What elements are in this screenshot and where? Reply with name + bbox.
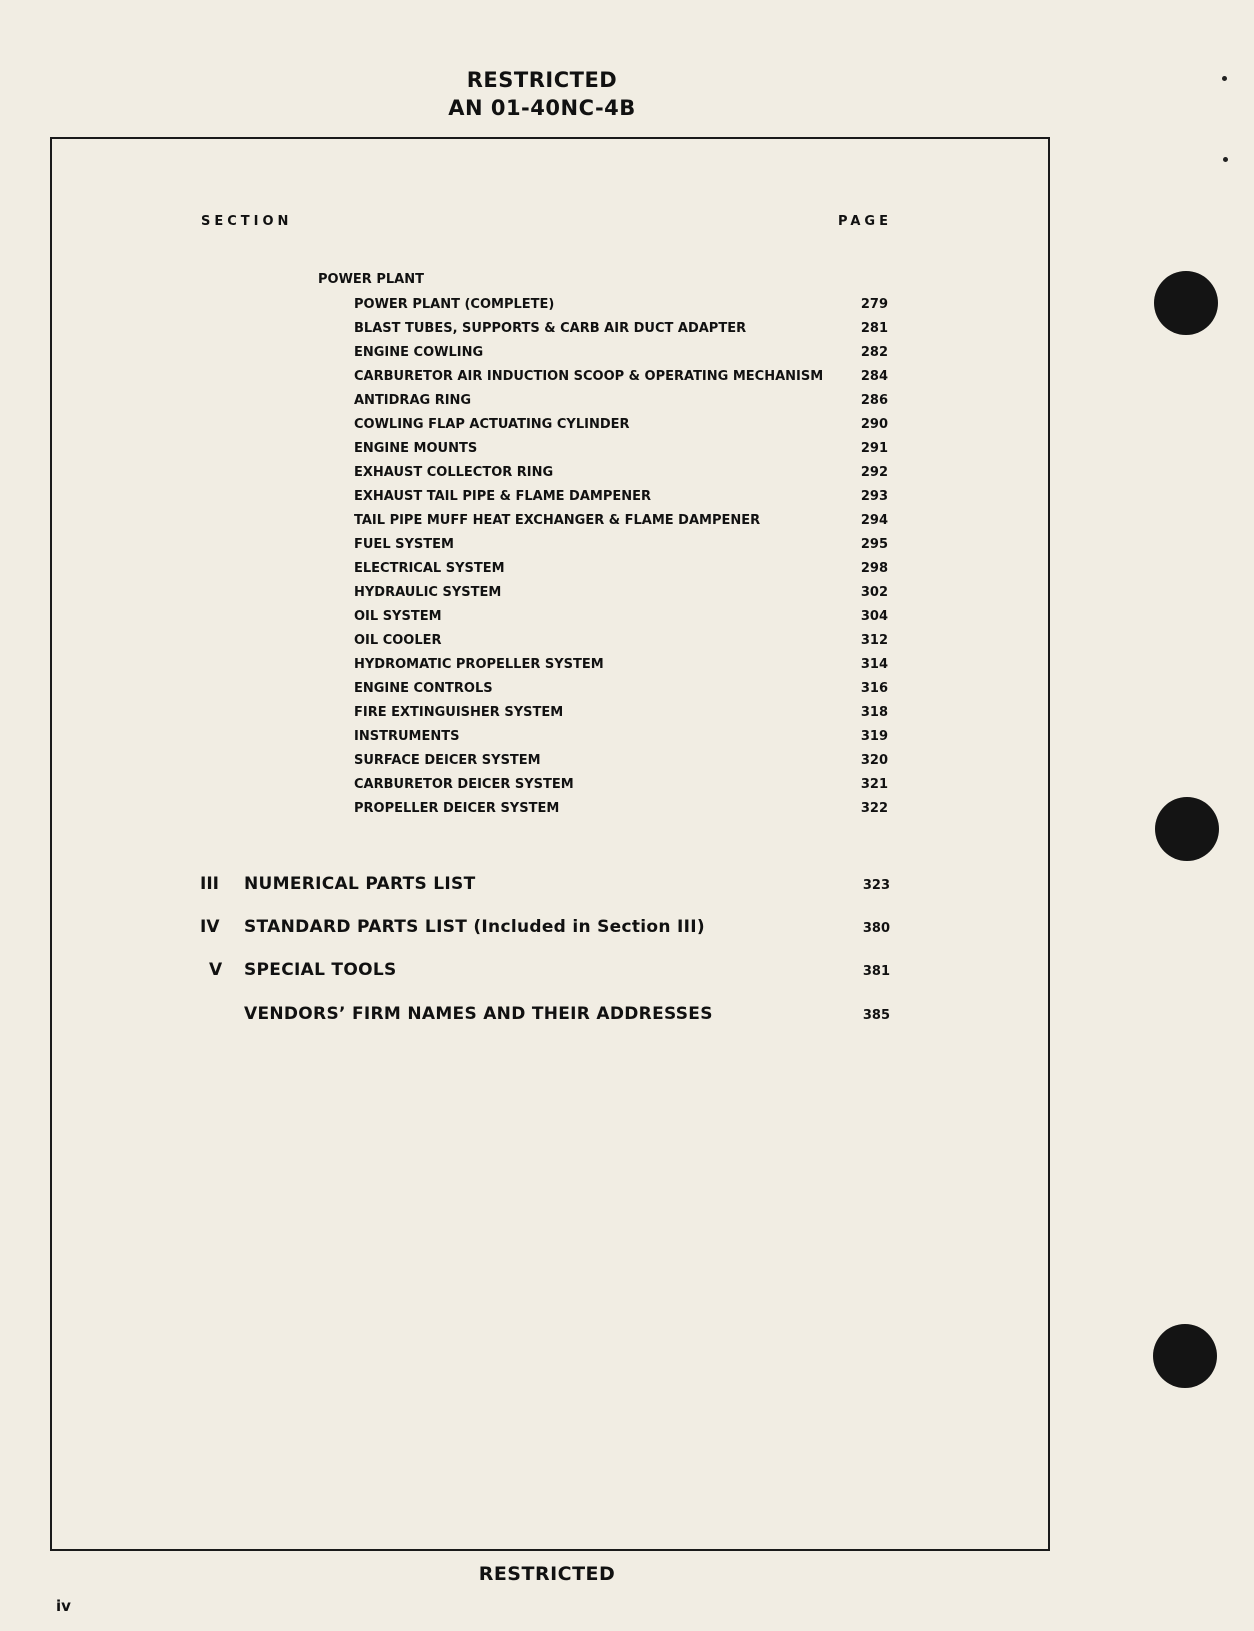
entry-page: 304 xyxy=(860,609,888,624)
toc-entry xyxy=(354,801,888,821)
entry-page: 298 xyxy=(860,561,888,576)
toc-entry xyxy=(354,297,888,317)
entry-title: ENGINE COWLING xyxy=(354,345,484,360)
section-page: 381 xyxy=(862,964,890,979)
entry-title: OIL SYSTEM xyxy=(354,609,442,624)
toc-entry xyxy=(354,345,888,365)
section-number: III xyxy=(200,874,219,894)
entry-title: SURFACE DEICER SYSTEM xyxy=(354,753,541,768)
entry-page: 318 xyxy=(860,705,888,720)
entry-title: INSTRUMENTS xyxy=(354,729,460,744)
section-entry xyxy=(200,917,890,943)
entry-title: PROPELLER DEICER SYSTEM xyxy=(354,801,560,816)
entry-page: 314 xyxy=(860,657,888,672)
entry-page: 319 xyxy=(860,729,888,744)
entry-page: 302 xyxy=(860,585,888,600)
toc-entry xyxy=(354,633,888,653)
entry-title: TAIL PIPE MUFF HEAT EXCHANGER & FLAME DAMPENER xyxy=(354,513,761,528)
speck xyxy=(1223,157,1228,162)
toc-entry xyxy=(354,513,888,533)
toc-entry xyxy=(354,609,888,629)
toc-entry xyxy=(354,441,888,461)
entry-title: POWER PLANT (COMPLETE) xyxy=(354,297,555,312)
entry-title: ENGINE MOUNTS xyxy=(354,441,478,456)
entry-page: 320 xyxy=(860,753,888,768)
punch-hole xyxy=(1154,271,1218,335)
entry-page: 293 xyxy=(860,489,888,504)
section-entry xyxy=(200,1004,890,1030)
toc-entry xyxy=(354,417,888,437)
entry-title: FIRE EXTINGUISHER SYSTEM xyxy=(354,705,564,720)
toc-entry xyxy=(354,489,888,509)
entry-page: 292 xyxy=(860,465,888,480)
speck xyxy=(1222,76,1227,81)
punch-hole xyxy=(1155,797,1219,861)
entry-title: EXHAUST COLLECTOR RING xyxy=(354,465,554,480)
entry-title: ANTIDRAG RING xyxy=(354,393,472,408)
toc-entry xyxy=(354,729,888,749)
toc-entry xyxy=(354,561,888,581)
footer-classification: RESTRICTED xyxy=(478,1563,616,1585)
entry-title: ELECTRICAL SYSTEM xyxy=(354,561,505,576)
entry-title: HYDROMATIC PROPELLER SYSTEM xyxy=(354,657,604,672)
group-title: POWER PLANT xyxy=(318,272,424,287)
entry-title: OIL COOLER xyxy=(354,633,442,648)
section-entry xyxy=(200,960,890,986)
entry-title: BLAST TUBES, SUPPORTS & CARB AIR DUCT ADAPTER xyxy=(354,321,747,336)
toc-entry xyxy=(354,369,888,389)
toc-entry xyxy=(354,465,888,485)
entry-page: 284 xyxy=(860,369,888,384)
section-title: NUMERICAL PARTS LIST xyxy=(244,874,476,894)
entry-page: 312 xyxy=(860,633,888,648)
entry-page: 291 xyxy=(860,441,888,456)
section-number: V xyxy=(209,960,223,980)
entry-title: EXHAUST TAIL PIPE & FLAME DAMPENER xyxy=(354,489,652,504)
classification-header: RESTRICTED xyxy=(466,68,618,92)
section-title: VENDORS’ FIRM NAMES AND THEIR ADDRESSES xyxy=(244,1004,713,1024)
toc-entry xyxy=(354,657,888,677)
section-page: 323 xyxy=(862,878,890,893)
entry-title: CARBURETOR AIR INDUCTION SCOOP & OPERATING MECHANISM xyxy=(354,369,824,384)
entry-page: 321 xyxy=(860,777,888,792)
entry-page: 316 xyxy=(860,681,888,696)
page-column-header: PAGE xyxy=(838,214,892,229)
entry-title: ENGINE CONTROLS xyxy=(354,681,493,696)
document-number: AN 01-40NC-4B xyxy=(448,96,636,120)
toc-entry xyxy=(354,393,888,413)
section-title: STANDARD PARTS LIST (Included in Section III) xyxy=(244,917,705,937)
entry-page: 282 xyxy=(860,345,888,360)
entry-page: 290 xyxy=(860,417,888,432)
toc-entry xyxy=(354,321,888,341)
section-page: 385 xyxy=(862,1008,890,1023)
section-column-header: SECTION xyxy=(201,214,293,229)
entry-page: 279 xyxy=(860,297,888,312)
toc-entry xyxy=(354,777,888,797)
entry-title: CARBURETOR DEICER SYSTEM xyxy=(354,777,574,792)
section-title: SPECIAL TOOLS xyxy=(244,960,397,980)
section-entry xyxy=(200,874,890,900)
punch-hole xyxy=(1153,1324,1217,1388)
entry-title: COWLING FLAP ACTUATING CYLINDER xyxy=(354,417,630,432)
entry-page: 286 xyxy=(860,393,888,408)
entry-title: FUEL SYSTEM xyxy=(354,537,454,552)
toc-entry xyxy=(354,585,888,605)
entry-page: 294 xyxy=(860,513,888,528)
toc-entry xyxy=(354,753,888,773)
entry-page: 281 xyxy=(860,321,888,336)
toc-entry xyxy=(354,681,888,701)
entry-page: 295 xyxy=(860,537,888,552)
section-number: IV xyxy=(200,917,220,937)
entry-title: HYDRAULIC SYSTEM xyxy=(354,585,502,600)
section-page: 380 xyxy=(862,921,890,936)
footer-page-number: iv xyxy=(56,1597,71,1615)
entry-page: 322 xyxy=(860,801,888,816)
toc-entry xyxy=(354,705,888,725)
toc-entry xyxy=(354,537,888,557)
